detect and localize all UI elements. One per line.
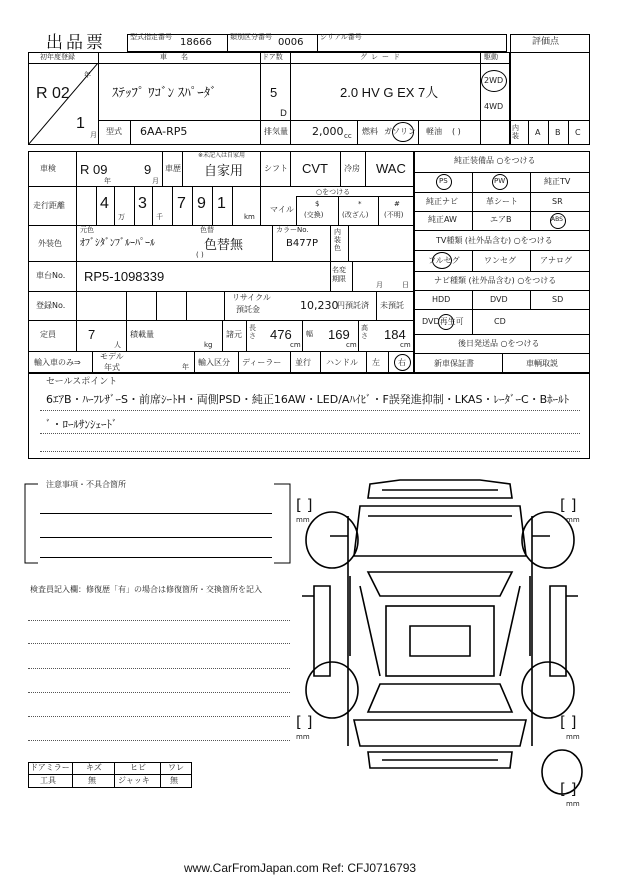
- legend-break: ワレ: [168, 763, 184, 772]
- capacity-label: 定員: [40, 330, 56, 339]
- registration-label: 登録No.: [36, 301, 66, 310]
- oem-title: 純正装備品 ○をつける: [454, 156, 536, 165]
- equip-airbag: エアB: [490, 215, 512, 224]
- mm-front-left: mm: [296, 516, 310, 524]
- doors-value: 5: [270, 85, 278, 100]
- bracket-rear-left: [ ]: [296, 713, 313, 731]
- interior-color-label: 内装色: [334, 228, 341, 252]
- mileage-digit-3: 7: [177, 195, 186, 212]
- handle-right: 右: [398, 358, 406, 367]
- mileage-digit-2: 3: [138, 195, 147, 212]
- equip-navi: 純正ナビ: [426, 197, 458, 206]
- category-no-label: 類別区分番号: [230, 33, 272, 41]
- import-label: 輸入車のみ⇒: [34, 358, 81, 367]
- load-unit: kg: [204, 341, 213, 349]
- color-change-value: 色替無: [204, 237, 244, 252]
- mileage-circle-note: ○をつける: [316, 188, 351, 196]
- model-year-label-a: モデル: [100, 352, 124, 361]
- interior-label: 内装: [512, 124, 519, 140]
- serial-label: シリアル番号: [320, 33, 362, 41]
- mileage-label: 走行距離: [33, 201, 65, 210]
- mileage-mile: マイル: [270, 205, 294, 214]
- vehicle-detail-box: [28, 151, 414, 373]
- length-value: 476: [270, 327, 292, 342]
- legend-scratch: キズ: [86, 763, 102, 772]
- car-damage-diagram: [290, 476, 590, 796]
- footer-watermark: www.CarFromJapan.com Ref: CFJ0716793: [184, 861, 417, 875]
- height-unit: cm: [400, 341, 411, 349]
- displacement-unit: cc: [344, 132, 352, 140]
- legend-jack-value: 無: [170, 776, 178, 785]
- doors-type: D: [280, 109, 287, 119]
- model-label: 型式: [106, 127, 122, 136]
- handle-label: ハンドル: [326, 358, 358, 367]
- color-no-value: B477P: [286, 238, 318, 249]
- legend-tools: 工具: [40, 776, 56, 785]
- tv-analog: アナログ: [540, 256, 572, 265]
- recycle-amount: 10,230: [300, 299, 339, 312]
- width-label: 幅: [306, 330, 313, 338]
- interior-c: C: [575, 128, 581, 137]
- mileage-exchange-symbol: $: [315, 200, 320, 208]
- ac-value: WAC: [376, 161, 406, 176]
- length-unit: cm: [290, 341, 301, 349]
- name-change-month: 月: [376, 281, 383, 289]
- equip-abs: ABS: [551, 216, 563, 223]
- shift-label: シフト: [264, 164, 288, 173]
- navi-sd: SD: [552, 295, 564, 304]
- mileage-man: 万: [118, 213, 125, 221]
- color-label: 外装色: [38, 239, 62, 248]
- fuel-gasoline: ガソリン: [384, 127, 416, 136]
- form-title: 出品票: [46, 33, 106, 53]
- mileage-unknown: (不明): [384, 211, 404, 219]
- length-label: 長さ: [249, 324, 256, 340]
- usage-label: 車歴: [165, 164, 181, 173]
- doors-label: ドア数: [262, 53, 283, 61]
- model-year-unit: 年: [182, 363, 189, 371]
- inspection-year: R 09: [80, 162, 108, 177]
- ac-label: 冷房: [344, 164, 360, 173]
- inspection-month: 9: [144, 162, 152, 177]
- chassis-value: RP5-1098339: [84, 269, 165, 284]
- navi-title: ナビ種類 (社外品含む) ○をつける: [434, 276, 557, 285]
- mileage-altered: (改ざん): [342, 211, 369, 219]
- first-reg-month-unit: 月: [90, 131, 97, 139]
- import-type-label: 輸入区分: [198, 358, 230, 367]
- sales-point-line2: ﾞ・ﾛｰﾙｻﾝｼｪｰﾄﾞ: [46, 418, 118, 431]
- inspection-label: 車検: [40, 164, 56, 173]
- navi-dvd: DVD: [490, 295, 508, 304]
- car-name-value: ｽﾃｯﾌﾟ ﾜｺﾞﾝ ｽﾊﾟｰﾀﾞ: [112, 85, 217, 100]
- recycle-label-a: リサイクル: [232, 293, 271, 302]
- type-no-value: 18666: [180, 37, 212, 48]
- first-reg-year-unit: 年: [84, 71, 91, 79]
- tv-fullseg: フルセグ: [428, 256, 460, 265]
- capacity-unit: 人: [114, 341, 121, 349]
- grade-label: グレード: [360, 53, 404, 61]
- navi-dvd-play: DVD再生可: [422, 317, 464, 326]
- mileage-altered-symbol: *: [358, 200, 362, 208]
- mileage-sen: 千: [156, 213, 163, 221]
- equip-tv: 純正TV: [544, 177, 571, 186]
- width-value: 169: [328, 327, 350, 342]
- mileage-unknown-symbol: #: [394, 200, 400, 208]
- legend-crack: ヒビ: [130, 763, 146, 772]
- equip-pw: PW: [494, 177, 506, 185]
- mileage-digit-1: 4: [100, 195, 109, 212]
- bracket-front-right: [ ]: [560, 496, 577, 514]
- fuel-light-oil: 軽油: [426, 127, 442, 136]
- equip-sr: SR: [552, 197, 563, 206]
- legend-tools-value: 無: [88, 776, 96, 785]
- later-warranty: 新車保証書: [434, 359, 474, 368]
- drive-label: 駆動: [484, 53, 498, 61]
- equip-ps: PS: [439, 177, 448, 185]
- drive-2wd: 2WD: [484, 76, 504, 85]
- sales-point-label: セールスポイント: [46, 377, 118, 387]
- usage-value: 自家用: [204, 163, 244, 178]
- name-change-day: 日: [402, 281, 409, 289]
- equip-leather: 革シート: [486, 197, 518, 206]
- mm-spare: mm: [566, 800, 580, 808]
- model-value: 6AA-RP5: [140, 125, 188, 138]
- recycle-not-deposited: 未預託: [380, 301, 404, 310]
- later-manual: 車輌取説: [526, 359, 558, 368]
- bracket-spare: [ ]: [560, 780, 577, 798]
- fuel-label: 燃料: [362, 127, 378, 136]
- dims-label: 諸元: [226, 330, 242, 339]
- fuel-extra: ( ): [452, 127, 461, 136]
- width-unit: cm: [346, 341, 357, 349]
- tv-oneseg: ワンセグ: [484, 256, 516, 265]
- navi-cd: CD: [494, 317, 506, 326]
- type-no-label: 型式指定番号: [130, 33, 172, 41]
- original-color-label: 元色: [80, 226, 94, 234]
- tv-title: TV種類 (社外品含む) ○をつける: [436, 236, 553, 245]
- equip-aw: 純正AW: [428, 215, 457, 224]
- interior-b: B: [555, 128, 561, 137]
- import-parallel: 並行: [295, 358, 311, 367]
- chassis-label: 車台No.: [36, 271, 66, 280]
- mileage-exchange: (交換): [304, 211, 324, 219]
- evaluation-label: 評価点: [532, 37, 560, 47]
- first-reg-month: 1: [76, 115, 85, 132]
- handle-left: 左: [372, 358, 380, 367]
- inspection-month-unit: 月: [152, 177, 159, 185]
- mm-rear-right: mm: [566, 733, 580, 741]
- mileage-km: km: [244, 213, 255, 221]
- category-no-value: 0006: [278, 37, 304, 48]
- car-name-label: 車名: [160, 53, 202, 61]
- mm-rear-left: mm: [296, 733, 310, 741]
- model-year-label-b: 年式: [104, 363, 120, 372]
- grade-value: 2.0 HV G EX 7人: [340, 85, 439, 100]
- color-no-label: カラーNo.: [276, 226, 309, 234]
- attention-label: 注意事項・不具合箇所: [46, 480, 126, 489]
- recycle-label-b: 預託金: [236, 305, 260, 314]
- shift-value: CVT: [302, 161, 328, 176]
- height-value: 184: [384, 327, 406, 342]
- interior-a: A: [535, 128, 541, 137]
- color-change-label: 色替: [200, 226, 214, 234]
- displacement-label: 排気量: [264, 127, 288, 136]
- inspection-year-unit: 年: [104, 177, 111, 185]
- first-reg-year: R 02: [36, 85, 70, 102]
- original-color-value: ｵﾌﾞｼﾀﾞﾝﾌﾞﾙｰﾊﾟｰﾙ: [80, 238, 155, 249]
- legend-door-mirror: ドアミラー: [30, 763, 70, 772]
- import-dealer: ディーラー: [242, 358, 282, 367]
- sales-point-line1: 6ｴｱB・ﾊｰﾌﾚｻﾞｰS・前席ｼｰﾄH・両側PSD・純正16AW・LED/Aﾊｲﾋﾞ・F誤発進抑制・LKAS・ﾚｰﾀﾞｰC・Bﾎｰﾙﾄ: [46, 393, 570, 406]
- mm-front-right: mm: [566, 516, 580, 524]
- attention-bracket: [24, 480, 292, 565]
- bracket-rear-right: [ ]: [560, 713, 577, 731]
- displacement-value: 2,000: [312, 125, 344, 138]
- name-change-label: 名変期限: [332, 266, 346, 283]
- first-reg-label: 初年度登録: [40, 53, 75, 61]
- capacity-value: 7: [88, 327, 96, 342]
- legend-jack: ジャッキ: [118, 776, 150, 785]
- color-change-paren: ( ): [196, 251, 204, 259]
- navi-hdd: HDD: [432, 295, 451, 304]
- bracket-front-left: [ ]: [296, 496, 313, 514]
- mileage-digit-5: 1: [217, 195, 226, 212]
- inspector-label: 検査員記入欄：修復歴「有」の場合は修復箇所・交換箇所を記入: [30, 585, 262, 594]
- load-label: 積載量: [130, 330, 154, 339]
- mileage-digit-4: 9: [197, 195, 206, 212]
- height-label: 高さ: [361, 324, 368, 340]
- usage-note: ※未記入は自家用: [198, 152, 246, 159]
- recycle-deposit-done: 円預託済: [337, 301, 369, 310]
- drive-4wd: 4WD: [484, 102, 504, 111]
- later-title: 後日発送品 ○をつける: [458, 339, 540, 348]
